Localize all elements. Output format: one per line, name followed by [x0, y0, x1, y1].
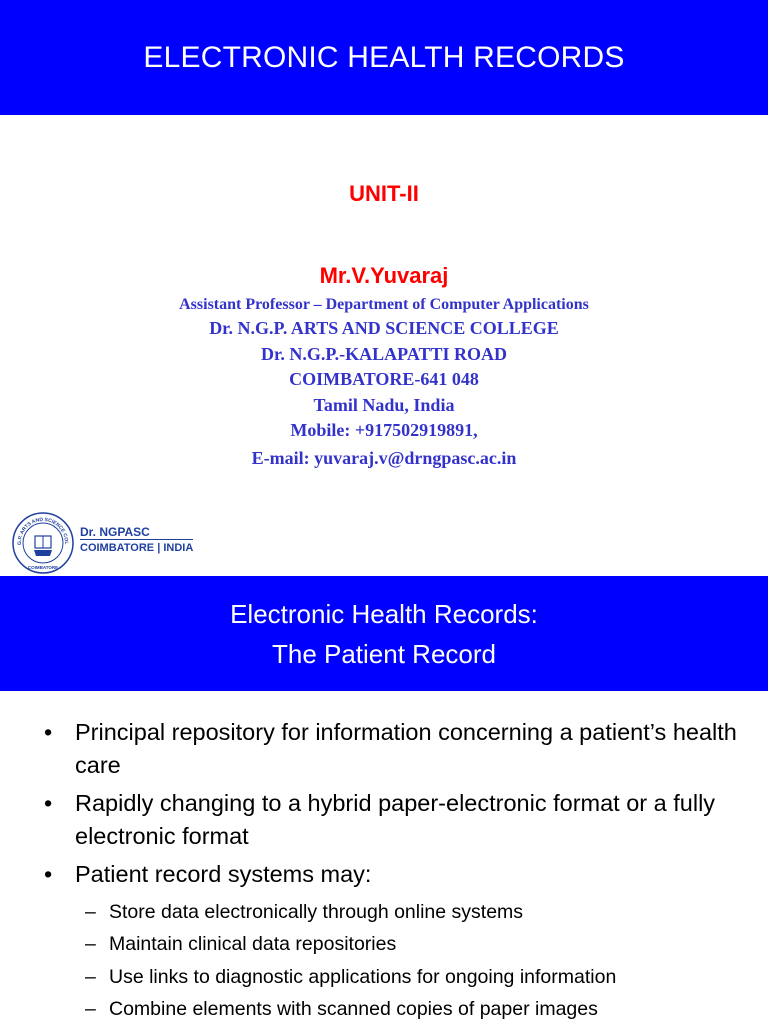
bullet-list — [44, 716, 744, 1025]
bullet-item — [44, 858, 744, 891]
bullet-dot-icon: • — [44, 790, 53, 816]
logo-name: Dr. NGPASC — [80, 525, 193, 540]
slide2-title-bar — [0, 576, 768, 691]
info-line-mobile: Mobile: +917502919891, — [290, 420, 478, 440]
sub-bullet-item — [44, 896, 744, 928]
slide-patient-record — [0, 576, 768, 1024]
sub-bullet-text: Maintain clinical data repositories — [109, 933, 397, 956]
dash-icon: – — [85, 997, 96, 1020]
dash-icon: – — [85, 965, 96, 988]
seal-bottom-text: COIMBATORE — [27, 565, 59, 570]
author-name: Mr.V.Yuvaraj — [319, 263, 449, 288]
info-line-state: Tamil Nadu, India — [313, 394, 455, 415]
dash-icon: – — [85, 901, 96, 923]
info-line-college: Dr. N.G.P. ARTS AND SCIENCE COLLEGE — [209, 318, 559, 338]
sub-bullet-item — [44, 928, 744, 960]
slide2-title-line2: The Patient Record — [271, 638, 496, 669]
bullet-text: Patient record systems may: — [75, 861, 372, 887]
bullet-dot-icon: • — [44, 719, 53, 745]
slide2-title-line1: Electronic Health Records: — [230, 598, 538, 629]
sub-bullet-item — [44, 961, 744, 993]
slide-title-text: ELECTRONIC HEALTH RECORDS — [143, 40, 625, 74]
dash-icon: – — [85, 933, 96, 956]
bullet-item — [44, 787, 744, 853]
sub-bullet-text: Use links to diagnostic applications for ongoing information — [109, 965, 617, 988]
sub-bullet-text: Combine elements with scanned copies of paper images — [109, 997, 598, 1020]
info-line-designation: Assistant Professor – Department of Computer Applications — [179, 296, 589, 313]
logo-location: COIMBATORE | INDIA — [80, 542, 194, 554]
logo-text — [80, 525, 193, 556]
college-seal-icon — [12, 512, 74, 574]
info-line-email: E-mail: yuvaraj.v@drngpasc.ac.in — [251, 447, 517, 468]
bullet-text: Principal repository for information concerning a patient’s health care — [75, 719, 737, 778]
bullet-item — [44, 716, 744, 782]
sub-bullet-text: Store data electronically through online systems — [109, 901, 524, 923]
bullet-dot-icon: • — [44, 861, 53, 887]
info-line-road: Dr. N.G.P.-KALAPATTI ROAD — [260, 343, 507, 364]
sub-bullet-item — [44, 993, 744, 1025]
bullet-text: Rapidly changing to a hybrid paper-electronic format or a fully electronic format — [75, 790, 716, 849]
seal-ring-text: G.P. ARTS AND SCIENCE COL — [16, 516, 70, 545]
unit-label: UNIT-II — [349, 181, 419, 206]
author-info — [0, 294, 768, 472]
info-line-city: COIMBATORE-641 048 — [289, 369, 479, 389]
slide-title-bar — [0, 0, 768, 115]
